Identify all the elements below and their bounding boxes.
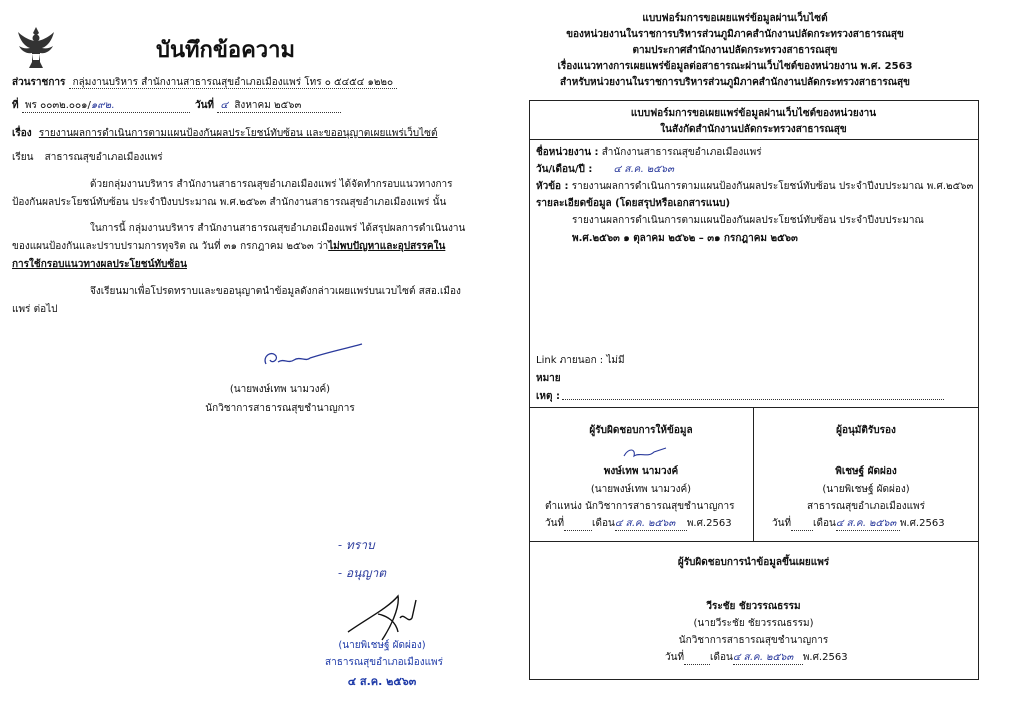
pub-month-label: เดือน <box>710 652 733 663</box>
department-label: ส่วนราชการ <box>12 77 66 88</box>
detail-line-2: พ.ศ.๒๕๖๓ ๑ ตุลาคม ๒๕๖๒ – ๓๑ กรกฎาคม ๒๕๖๓ <box>572 233 798 244</box>
ref-number-handwritten: ๑๙๒. <box>90 100 115 111</box>
link-value: ไม่มี <box>606 355 625 366</box>
signer-position: นักวิชาการสาธารณสุขชำนาญการ <box>205 403 355 414</box>
signature-pongthep <box>258 342 368 374</box>
paragraph-1-line-1: ด้วยกลุ่มงานบริหาร สำนักงานสาธารณสุขอำเภอเมืองแพร่ ได้จัดทำกรอบแนวทางการ <box>90 179 453 190</box>
form-divider-signatures <box>529 541 978 542</box>
resp-position: นักวิชาการสาธารณสุขชำนาญการ <box>585 501 735 512</box>
resp-title: ผู้รับผิดชอบการให้ข้อมูล <box>589 425 693 436</box>
signature-resp <box>620 444 670 462</box>
form-header-line-1: แบบฟอร์มการขอเผยแพร่ข้อมูลผ่านเว็บไซต์ <box>642 13 828 24</box>
pub-date-row <box>665 651 848 665</box>
ref-number: พร ๐๐๓๒.๐๐๑/ <box>24 100 91 111</box>
detail-label: รายละเอียดข้อมูล (โดยสรุปหรือเอกสารแนบ) <box>536 198 731 209</box>
form-date-label: วัน/เดือน/ปี : <box>536 164 593 175</box>
form-header-line-2: ของหน่วยงานในราชการบริหารส่วนภูมิภาคสำนักงานปลัดกระทรวงสาธารณสุข <box>566 29 904 40</box>
memo-ref-row <box>12 99 341 113</box>
appr-name: พิเชษฐ์ ผัดผ่อง <box>835 466 897 477</box>
memo-title: บันทึกข้อความ <box>156 38 296 63</box>
remark-label-1: หมาย <box>536 373 561 384</box>
paragraph-1-line-2: ป้องกันผลประโยชน์ทับซ้อน ประจำปีงบประมาณ พ.ศ.๒๕๖๓ สำนักงานสาธารณสุขอำเภอเมืองแพร่ นั้น <box>12 197 447 208</box>
box-title-2: ในสังกัดสำนักงานปลัดกระทรวงสาธารณสุข <box>660 124 847 135</box>
resp-name: พงษ์เทพ นามวงค์ <box>603 466 679 477</box>
subject-value: รายงานผลการดำเนินการตามแผนป้องกันผลประโยชน์ทับซ้อน และขออนุญาตเผยแพร่เว็บไซต์ <box>38 128 438 139</box>
paragraph-2-line-2b: ไม่พบปัญหาและอุปสรรคใน <box>328 241 446 252</box>
paragraph-3-line-1: จึงเรียนมาเพื่อโปรดทราบและขออนุญาตนำข้อมูลดังกล่าวเผยแพร่บนเวบไซต์ สสอ.เมือง <box>90 286 461 297</box>
department-value: กลุ่มงานบริหาร สำนักงานสาธารณสุขอำเภอเมืองแพร่ โทร ๐ ๕๔๕๔ ๑๒๒๐ <box>69 77 398 89</box>
topic-row <box>536 180 973 193</box>
approver-name: (นายพิเชษฐ์ ผัดผ่อง) <box>338 640 426 651</box>
pub-date-handwritten: ๔ ส.ค. ๒๕๖๓ <box>732 652 794 663</box>
date-rest: สิงหาคม ๒๕๖๓ <box>234 100 302 111</box>
unit-value: สำนักงานสาธารณสุขอำเภอเมืองแพร่ <box>601 147 762 158</box>
unit-label: ชื่อหน่วยงาน : <box>536 147 599 158</box>
to-label: เรียน <box>12 152 34 163</box>
remark-dotted-line <box>562 398 944 400</box>
memo-subject-row <box>12 127 437 140</box>
paragraph-3-line-2: แพร่ ต่อไป <box>12 304 58 315</box>
appr-year: พ.ศ.2563 <box>899 518 945 529</box>
to-value: สาธารณสุขอำเภอเมืองแพร่ <box>44 152 163 163</box>
pub-year: พ.ศ.2563 <box>802 652 848 663</box>
form-header-line-4: เรื่องแนวทางการเผยแพร่ข้อมูลต่อสาธารณะผ่านเว็บไซต์ของหน่วยงาน พ.ศ. 2563 <box>557 61 913 72</box>
approver-date-stamp: ๔ ส.ค. ๒๕๖๓ <box>347 675 417 688</box>
subject-label: เรื่อง <box>12 128 32 139</box>
topic-value: รายงานผลการดำเนินการตามแผนป้องกันผลประโยชน์ทับซ้อน ประจำปีงบประมาณ พ.ศ.๒๕๖๓ <box>571 181 974 192</box>
unit-row <box>536 146 762 159</box>
link-row <box>536 354 625 367</box>
pub-position: นักวิชาการสาธารณสุขชำนาญการ <box>678 635 829 646</box>
paragraph-2-line-2 <box>12 240 445 253</box>
appr-date-handwritten: ๔ ส.ค. ๒๕๖๓ <box>835 518 897 529</box>
form-divider-title <box>529 139 978 140</box>
date-label: วันที่ <box>194 100 215 111</box>
appr-month-label: เดือน <box>813 518 836 529</box>
form-header-line-3: ตามประกาศสำนักงานปลัดกระทรวงสาธารณสุข <box>632 45 838 56</box>
form-header-line-5: สำหรับหน่วยงานในราชการบริหารส่วนภูมิภาคสำนักงานปลัดกระทรวงสาธารณสุข <box>560 77 910 88</box>
resp-month-label: เดือน <box>592 518 615 529</box>
appr-org: สาธารณสุขอำเภอเมืองแพร่ <box>807 501 925 512</box>
topic-label: หัวข้อ : <box>536 181 569 192</box>
memo-to-row <box>12 151 163 164</box>
remark-label-2: เหตุ : <box>536 391 560 402</box>
ref-label: ที่ <box>12 100 19 111</box>
resp-date-handwritten: ๔ ส.ค. ๒๕๖๓ <box>614 518 676 529</box>
note-approve: - อนุญาต <box>338 566 387 580</box>
date-handwritten: ๔ <box>220 100 228 111</box>
approver-org: สาธารณสุขอำเภอเมืองแพร่ <box>325 657 443 668</box>
pub-date-label: วันที่ <box>665 652 685 663</box>
appr-full-name: (นายพิเชษฐ์ ผัดผ่อง) <box>822 484 910 495</box>
pub-full-name: (นายวีระชัย ชัยวรรณธรรม) <box>693 618 814 629</box>
box-title-1: แบบฟอร์มการขอเผยแพร่ข้อมูลผ่านเว็บไซต์ของหน่วยงาน <box>630 108 877 119</box>
paragraph-2-line-1: ในการนี้ กลุ่มงานบริหาร สำนักงานสาธารณสุขอำเภอเมืองแพร่ ได้สรุปผลการดำเนินงาน <box>90 223 466 234</box>
garuda-emblem-icon <box>16 24 56 70</box>
appr-date-row <box>772 517 945 531</box>
signer-name: (นายพงษ์เทพ นามวงค์) <box>229 384 331 395</box>
paragraph-2-line-3: การใช้กรอบแนวทางผลประโยชน์ทับซ้อน <box>12 259 187 270</box>
detail-line-1: รายงานผลการดำเนินการตามแผนป้องกันผลประโยชน์ทับซ้อน ประจำปีงบประมาณ <box>572 215 924 226</box>
link-label: Link ภายนอก : <box>536 355 604 366</box>
signature-pichet <box>338 588 438 644</box>
note-acknowledge: - ทราบ <box>338 538 375 552</box>
resp-position-label: ตำแหน่ง <box>545 501 582 512</box>
resp-full-name: (นายพงษ์เทพ นามวงค์) <box>590 484 692 495</box>
resp-date-row <box>545 517 732 531</box>
resp-year: พ.ศ.2563 <box>686 518 732 529</box>
pub-name: วีระชัย ชัยวรรณธรรม <box>706 601 801 612</box>
resp-position-row <box>545 500 734 513</box>
paragraph-2-line-2a: ของแผนป้องกันและปราบปรามการทุจริต ณ วันที่ ๓๑ กรกฎาคม ๒๕๖๓ ว่า <box>12 241 329 252</box>
resp-date-label: วันที่ <box>545 518 565 529</box>
pub-title: ผู้รับผิดชอบการนำข้อมูลขึ้นเผยแพร่ <box>677 557 830 568</box>
form-date-handwritten: ๔ ส.ค. ๒๕๖๓ <box>613 164 674 175</box>
appr-title: ผู้อนุมัติรับรอง <box>836 425 896 436</box>
appr-date-label: วันที่ <box>772 518 792 529</box>
form-date-row <box>536 163 674 176</box>
memo-department-row <box>12 76 397 89</box>
